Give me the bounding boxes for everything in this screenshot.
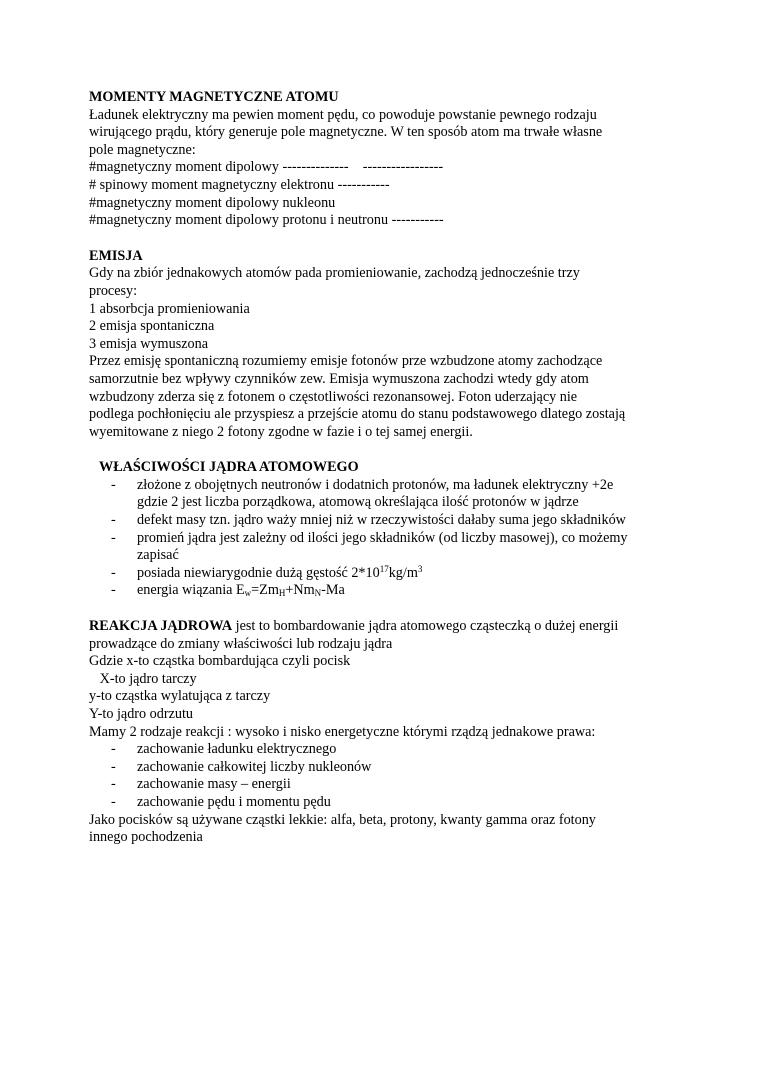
process-item: 3 emisja wymuszona	[89, 335, 208, 352]
paragraph-line: podlega pochłonięciu ale przyspiesz a przejście atomu do stanu podstawowego dlatego zostają	[89, 406, 626, 423]
paragraph-line: Mamy 2 rodzaje reakcji : wysoko i nisko energetyczne którymi rządzą jednakowe prawa:	[89, 723, 596, 740]
dash-bullet: -	[111, 776, 116, 793]
list-item: - zachowanie całkowitej liczby nukleonów	[111, 758, 372, 775]
moment-item: #magnetyczny moment dipolowy nukleonu	[89, 194, 336, 211]
dash-bullet: -	[111, 564, 116, 581]
definition-line: y-to cząstka wylatująca z tarczy	[89, 688, 271, 705]
moment-item: #magnetyczny moment dipolowy protonu i neutronu -----------	[89, 212, 444, 229]
heading-magnetic-moments: MOMENTY MAGNETYCZNE ATOMU	[89, 89, 339, 105]
section-emission	[89, 248, 700, 442]
paragraph-line: Gdy na zbiór jednakowych atomów pada promieniowanie, zachodzą jednocześnie trzy	[89, 265, 580, 282]
dash-bullet: -	[111, 793, 116, 810]
process-item: 2 emisja spontaniczna	[89, 318, 215, 335]
paragraph-line: wirującego prądu, który generuje pole magnetyczne. W ten sposób atom ma trwałe własne	[89, 124, 603, 141]
list-item: - zachowanie ładunku elektrycznego	[111, 741, 337, 758]
moment-item: # spinowy moment magnetyczny elektronu -----------	[89, 176, 390, 193]
paragraph-line: Jako pocisków są używane cząstki lekkie: alfa, beta, protony, kwanty gamma oraz fotony	[89, 811, 596, 828]
section-magnetic-moments	[89, 89, 700, 230]
heading-emission: EMISJA	[89, 247, 143, 264]
section-nuclear-reaction	[89, 618, 700, 847]
dash-bullet: -	[111, 741, 116, 758]
dash-bullet: -	[111, 529, 116, 546]
paragraph-line: prowadzące do zmiany właściwości lub rodzaju jądra	[89, 635, 393, 652]
list-item: - posiada niewiarygodnie dużą gęstość $2*10^{17}kg/m^3$	[111, 563, 423, 581]
dash-bullet: -	[111, 512, 116, 529]
paragraph-line: samorzutnie bez wpływy czynników zew. Emisja wymuszona zachodzi wtedy gdy atom	[89, 370, 589, 387]
list-item: - złożone z obojętnych neutronów i dodatnich protonów, ma ładunek elektryczny +2e gdzie 2 jest liczba porządkowa, atomową określająca ilość protonów w jądrze	[111, 476, 614, 511]
list-item: - zachowanie masy – energii	[111, 776, 291, 793]
section-nucleus-properties	[89, 459, 700, 600]
nucleus-properties-list	[89, 477, 700, 600]
paragraph-line: innego pochodzenia	[89, 829, 203, 846]
paragraph-line: procesy:	[89, 282, 138, 299]
list-item: - zachowanie pędu i momentu pędu	[111, 793, 331, 810]
dash-bullet: -	[111, 582, 116, 599]
paragraph-line: wzbudzony zderza się z fotonem o częstotliwości rezonansowej. Foton uderzający nie	[89, 388, 578, 405]
conservation-laws-list	[89, 741, 700, 811]
paragraph-line: Ładunek elektryczny ma pewien moment pędu, co powoduje powstanie pewnego rodzaju	[89, 106, 597, 123]
list-item: - energia wiązania $E_w=Zm_H+Nm_N-Ma$	[111, 582, 345, 599]
paragraph-line: Przez emisję spontaniczną rozumiemy emisje fotonów prze wzbudzone atomy zachodzące	[89, 353, 603, 370]
heading-nucleus-properties: WŁAŚCIWOŚCI JĄDRA ATOMOWEGO	[99, 459, 359, 476]
paragraph-line: wyemitowane z niego 2 fotony zgodne w fazie i o tej samej energii.	[89, 423, 473, 440]
dash-bullet: -	[111, 758, 116, 775]
definition-line: X-to jądro tarczy	[89, 670, 197, 687]
list-item: - defekt masy tzn. jądro waży mniej niż w rzeczywistości dałaby suma jego składników	[111, 512, 626, 529]
dash-bullet: -	[111, 476, 116, 493]
paragraph-line: pole magnetyczne:	[89, 141, 196, 158]
reaction-intro: REAKCJA JĄDROWA jest to bombardowanie jądra atomowego cząsteczką o dużej energii	[89, 618, 619, 635]
definition-line: Y-to jądro odrzutu	[89, 706, 194, 722]
definition-line: Gdzie x-to cząstka bombardująca czyli pocisk	[89, 653, 351, 670]
moment-item: #magnetyczny moment dipolowy -------------- -----------------	[89, 159, 444, 176]
list-item: - promień jądra jest zależny od ilości jego składników (od liczby masowej), co możemy zapisać	[111, 529, 628, 564]
process-item: 1 absorbcja promieniowania	[89, 300, 250, 317]
heading-nuclear-reaction: REAKCJA JĄDROWA	[89, 618, 233, 635]
